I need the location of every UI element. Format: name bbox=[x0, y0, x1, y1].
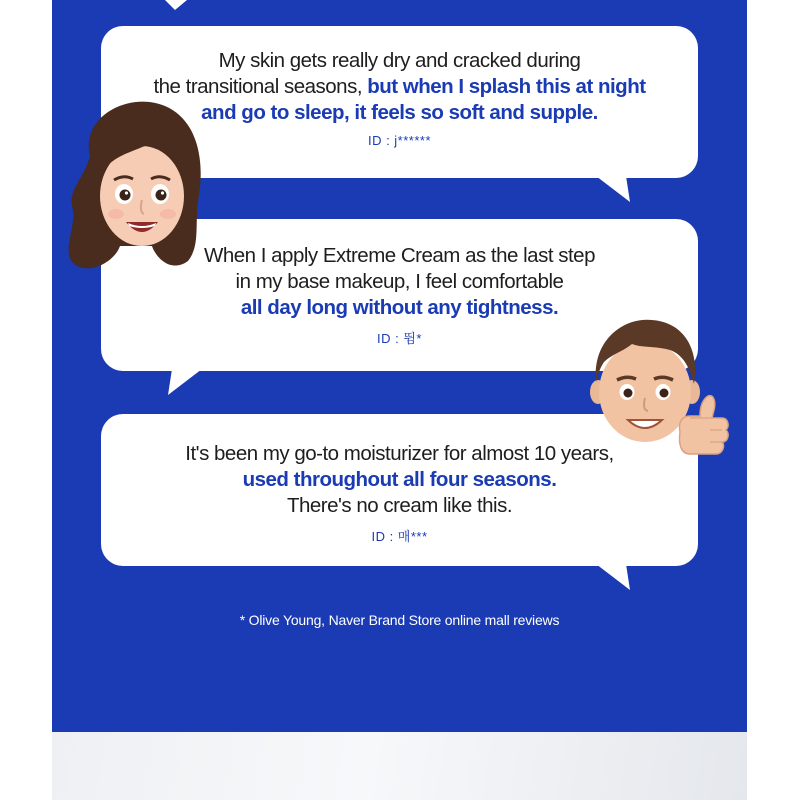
review-1-line-3: and go to sleep, it feels so soft and supple. bbox=[201, 101, 598, 124]
review-2-line-3: all day long without any tightness. bbox=[240, 296, 559, 319]
review-3-line-1: It's been my go-to moisturizer for almost 10 years, bbox=[185, 442, 614, 465]
review-3-user-id: ID : 매*** bbox=[371, 529, 428, 544]
review-3-line-3: There's no cream like this. bbox=[286, 494, 513, 517]
review-bubble-3-tail bbox=[592, 564, 632, 594]
man-memoji-thumbs-up-icon bbox=[582, 312, 732, 472]
review-2-line-2: in my base makeup, I feel comfortable bbox=[235, 270, 564, 293]
review-2-line-1: When I apply Extreme Cream as the last step bbox=[204, 244, 595, 267]
review-1-line-2-plain: the transitional seasons, bbox=[153, 75, 368, 98]
bottom-product-strip bbox=[52, 732, 747, 800]
woman-memoji-avatar-icon bbox=[60, 96, 210, 276]
review-bubble-2-tail bbox=[166, 369, 206, 399]
review-1-user-id: ID : j****** bbox=[367, 133, 432, 148]
review-2-user-id: ID : 뜀* bbox=[377, 331, 422, 346]
review-1-line-1: My skin gets really dry and cracked during bbox=[218, 49, 581, 72]
review-source-footnote: * Olive Young, Naver Brand Store online mall reviews bbox=[239, 612, 560, 628]
review-3-line-2: used throughout all four seasons. bbox=[242, 468, 557, 491]
review-bubble-1-tail bbox=[592, 176, 632, 206]
previous-bubble-tail bbox=[165, 0, 187, 10]
review-1-line-2-highlight: but when I splash this at night bbox=[367, 75, 646, 98]
